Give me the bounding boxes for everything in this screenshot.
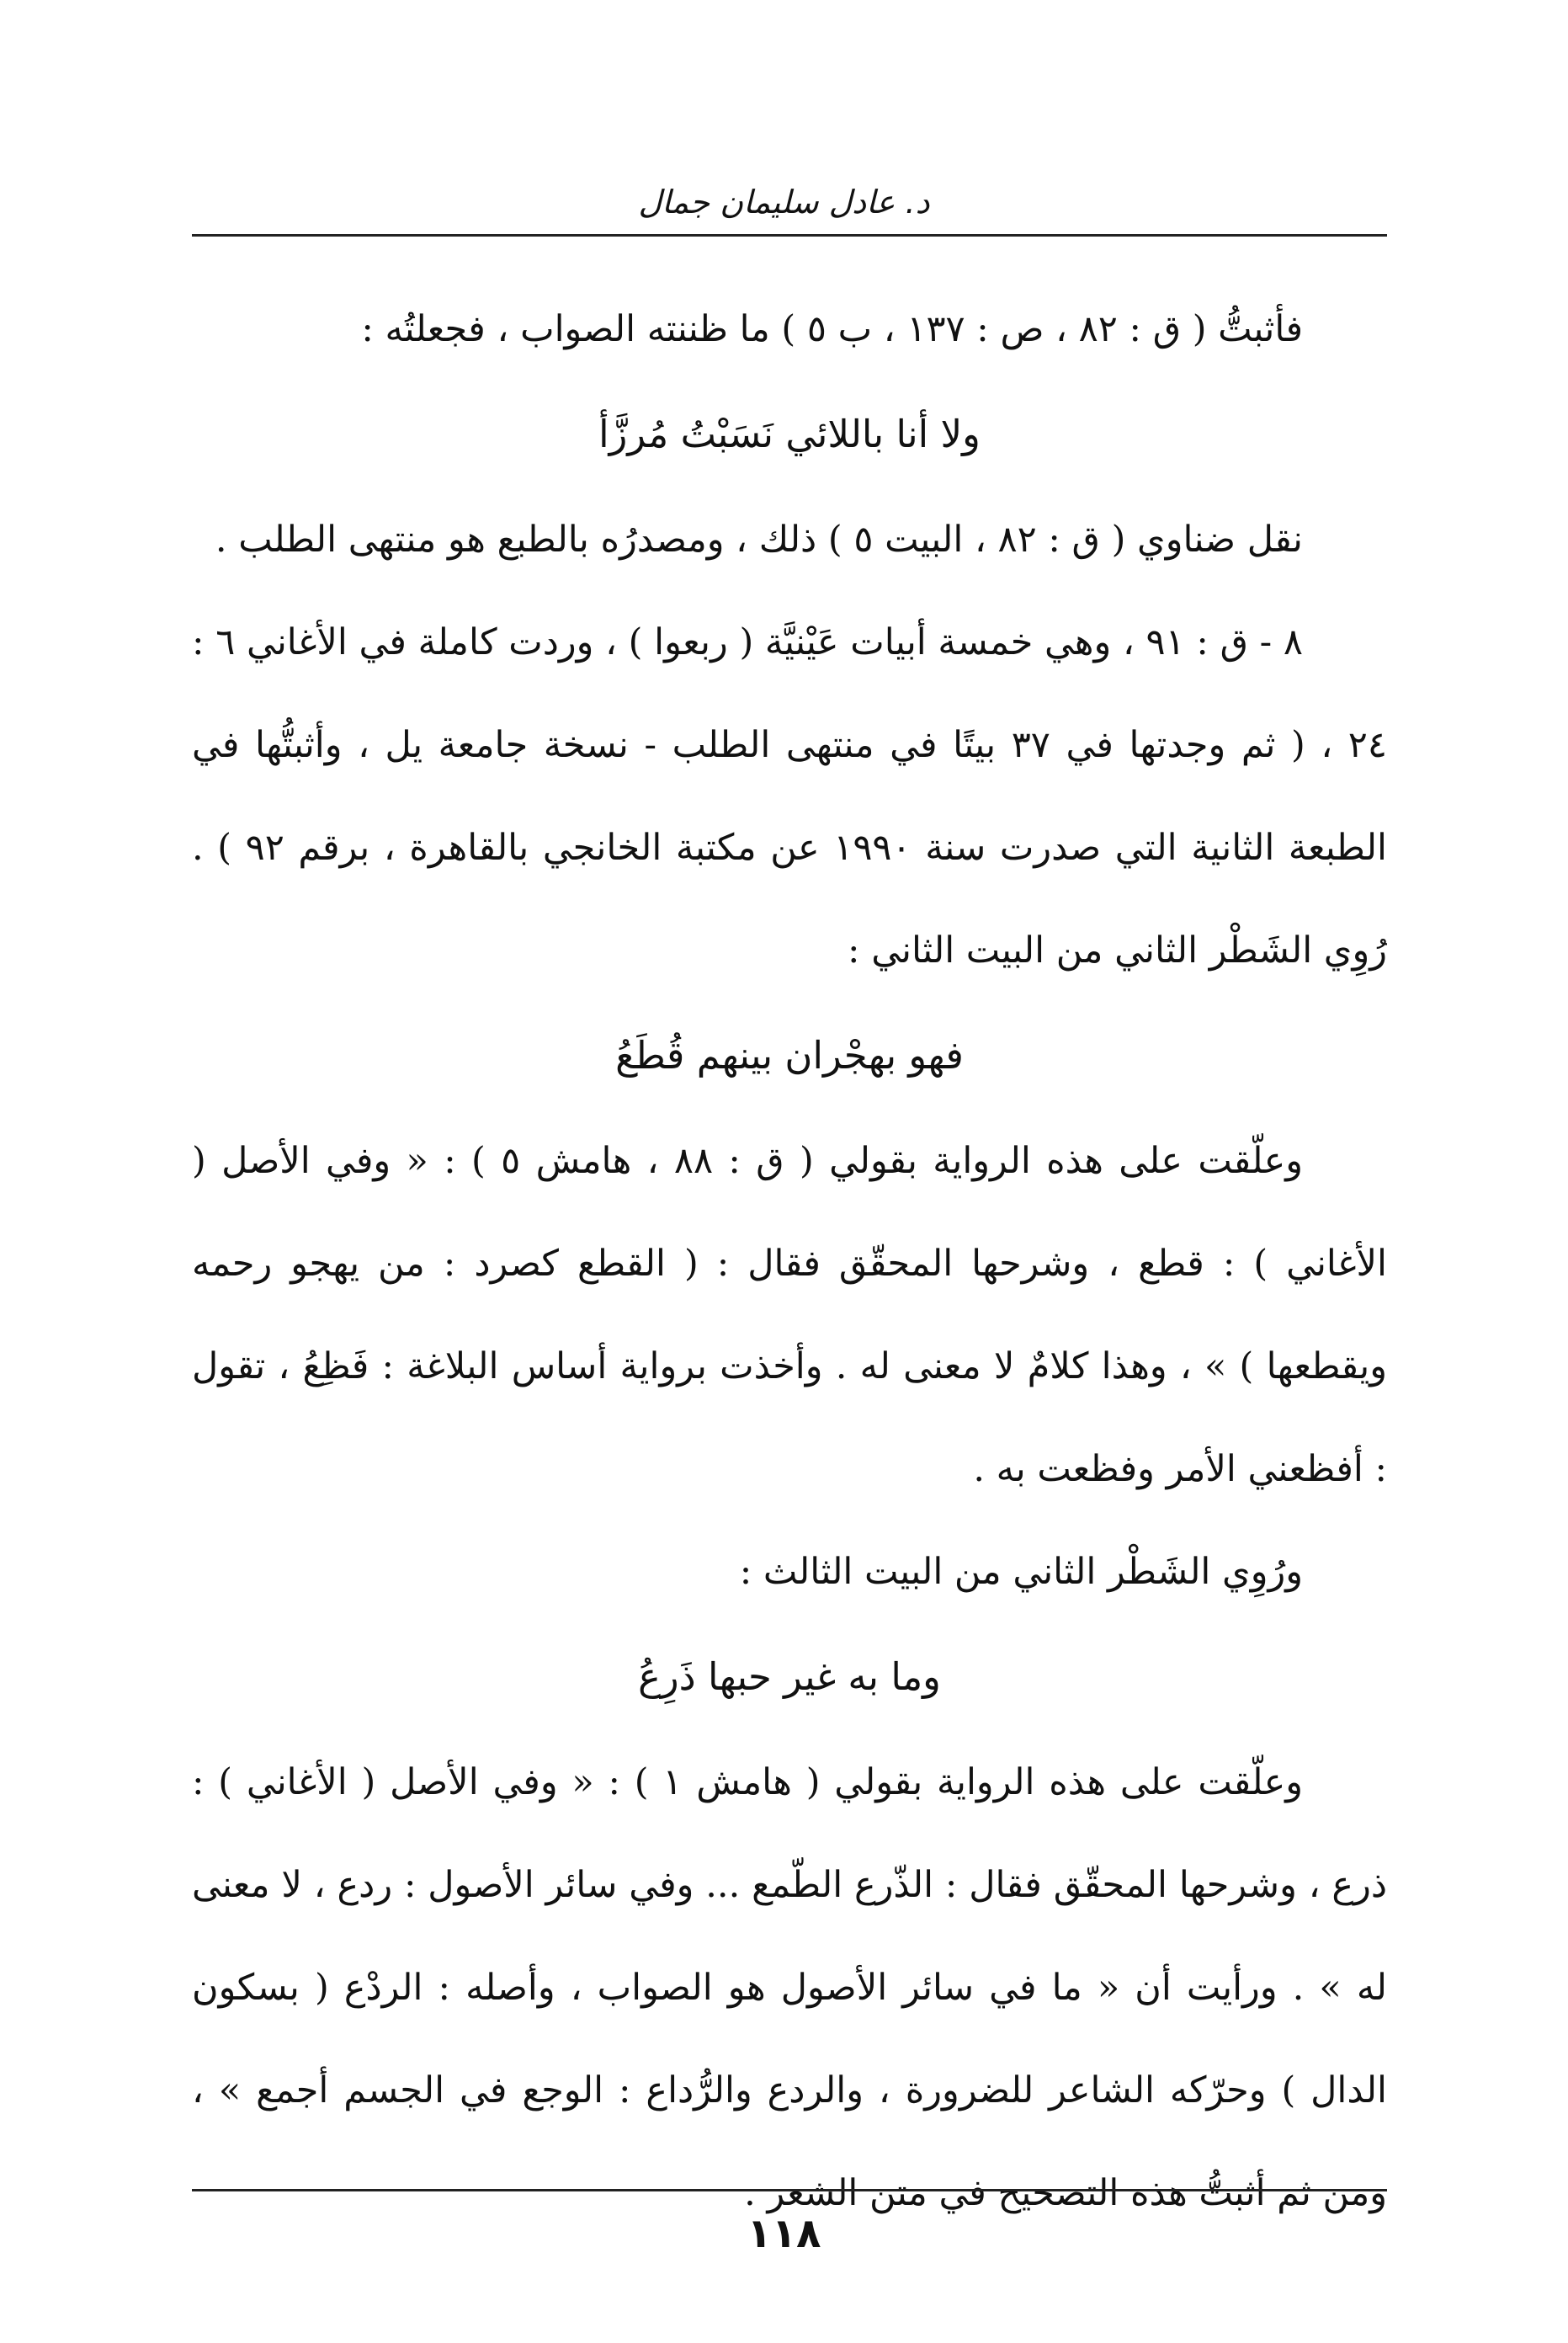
running-head: د. عادل سليمان جمال — [638, 184, 930, 221]
paragraph-5: ورُوِي الشَطْر الثاني من البيت الثالث : — [739, 1551, 1303, 1593]
footer-rule — [192, 2189, 1387, 2191]
header-rule — [192, 234, 1387, 237]
paragraph-4: وعلّقت على هذه الرواية بقولي ( ق : ٨٨ ، هامش ٥ ) : « وفي الأصل ( الأغاني ) : قطع ، وشرحها المحقّق فقال : ( القطع كصرد : من يهجو رحمه ويقطعها ) » ، وهذا كلامٌ لا معنى له . وأخذت برواية أساس البلاغة : فَظِعُ ، تقول : أفظعني الأمر وفظعت به . — [192, 1140, 1387, 1490]
verse-2: فهو بهجْران بينهم قُطَعُ — [615, 1033, 964, 1078]
paragraph-1: فأثبتُّ ( ق : ٨٢ ، ص : ١٣٧ ، ب ٥ ) ما ظننته الصواب ، فجعلتُه : — [361, 308, 1303, 350]
verse-1: ولا أنا باللائي نَسَبْتُ مُرزَّأ — [598, 412, 981, 456]
paragraph-3: ٨ - ق : ٩١ ، وهي خمسة أبيات عَيْنيَّة ( ربعوا ) ، وردت كاملة في الأغاني ٦ : ٢٤ ، ( ثم وجدتها في ٣٧ بيتًا في منتهى الطلب - نسخة جامعة يل ، وأثبتُّها في الطبعة الثانية التي صدرت سنة ١٩٩٠ عن مكتبة الخانجي بالقاهرة ، برقم ٩٢ ) . رُوِي الشَطْر الثاني من البيت الثاني : — [192, 621, 1388, 972]
paragraph-6: وعلّقت على هذه الرواية بقولي ( هامش ١ ) : « وفي الأصل ( الأغاني ) : ذرع ، وشرحها المحقّق فقال : الذّرع الطّمع ... وفي سائر الأصول : ردع ، لا معنى له » . ورأيت أن « ما في سائر الأصول هو الصواب ، وأصله : الردْع ( بسكون الدال ) وحرّكه الشاعر للضرورة ، والردع والرُّداع : الوجع في الجسم أجمع » ، ومن ثم أثبتُّ هذه التصحيح في متن الشعر . — [192, 1761, 1387, 2214]
page-body — [192, 278, 1387, 2244]
page-number: ١١٨ — [747, 2210, 821, 2257]
verse-3: وما به غير حبها ذَرِعُ — [638, 1654, 941, 1699]
paragraph-2: نقل ضناوي ( ق : ٨٢ ، البيت ٥ ) ذلك ، ومصدرُه بالطبع هو منتهى الطلب . — [215, 519, 1303, 561]
